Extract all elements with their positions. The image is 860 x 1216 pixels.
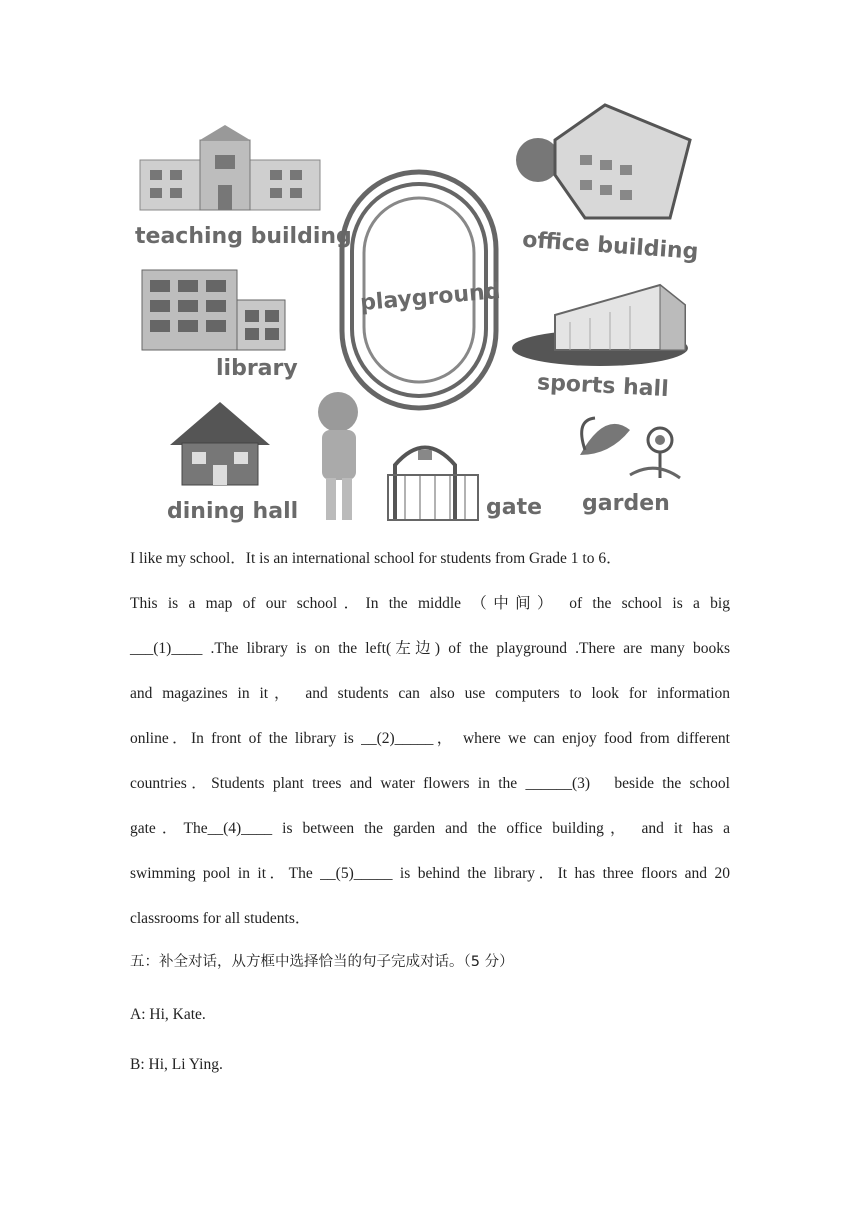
gate-icon (388, 448, 478, 521)
playground-label: playground (359, 278, 502, 317)
dialogue-line-a1: A: Hi, Kate. (130, 1006, 206, 1023)
office-building-label: office building (521, 227, 700, 265)
passage-line-7: gate．The__(4)____ is between the garden and the office building， and it has a (130, 820, 730, 837)
school-map (130, 100, 730, 530)
passage-line-1: I like my school．It is an international school for students from Grade 1 to 6． (130, 550, 622, 567)
dialogue-line-b1: B: Hi, Li Ying. (130, 1056, 223, 1073)
passage-line-4: and magazines in it， and students can also use computers to look for information (130, 685, 730, 702)
passage-line-8: swimming pool in it．The __(5)_____ is behind the library．It has three floors and 20 (130, 865, 730, 882)
sports-hall-label: sports hall (536, 370, 670, 403)
garden-label: garden (582, 491, 670, 516)
sports-hall-icon (512, 285, 688, 366)
library-label: library (216, 356, 298, 381)
teaching-building-icon (140, 125, 320, 210)
passage-line-9: classrooms for all students． (130, 910, 311, 927)
office-building-icon (516, 105, 690, 218)
dining-hall-icon (170, 402, 270, 485)
teaching-building-label: teaching building (135, 224, 352, 249)
student-icon (318, 392, 358, 520)
dining-hall-label: dining hall (167, 499, 299, 524)
passage-line-3: ___(1)____ .The library is on the left(左边) of the playground .There are many books (130, 640, 730, 657)
section-5-heading: 五：补全对话，从方框中选择恰当的句子完成对话。（5 分） (130, 954, 514, 970)
garden-icon (580, 418, 680, 478)
gate-label: gate (486, 495, 543, 520)
passage-line-6: countries．Students plant trees and water flowers in the ______(3) beside the school (130, 775, 730, 792)
library-icon (142, 270, 285, 350)
passage-line-5: online．In front of the library is __(2)_____， where we can enjoy food from different (130, 730, 730, 747)
passage-line-2: This is a map of our school．In the middle （中间） of the school is a big (130, 595, 730, 612)
